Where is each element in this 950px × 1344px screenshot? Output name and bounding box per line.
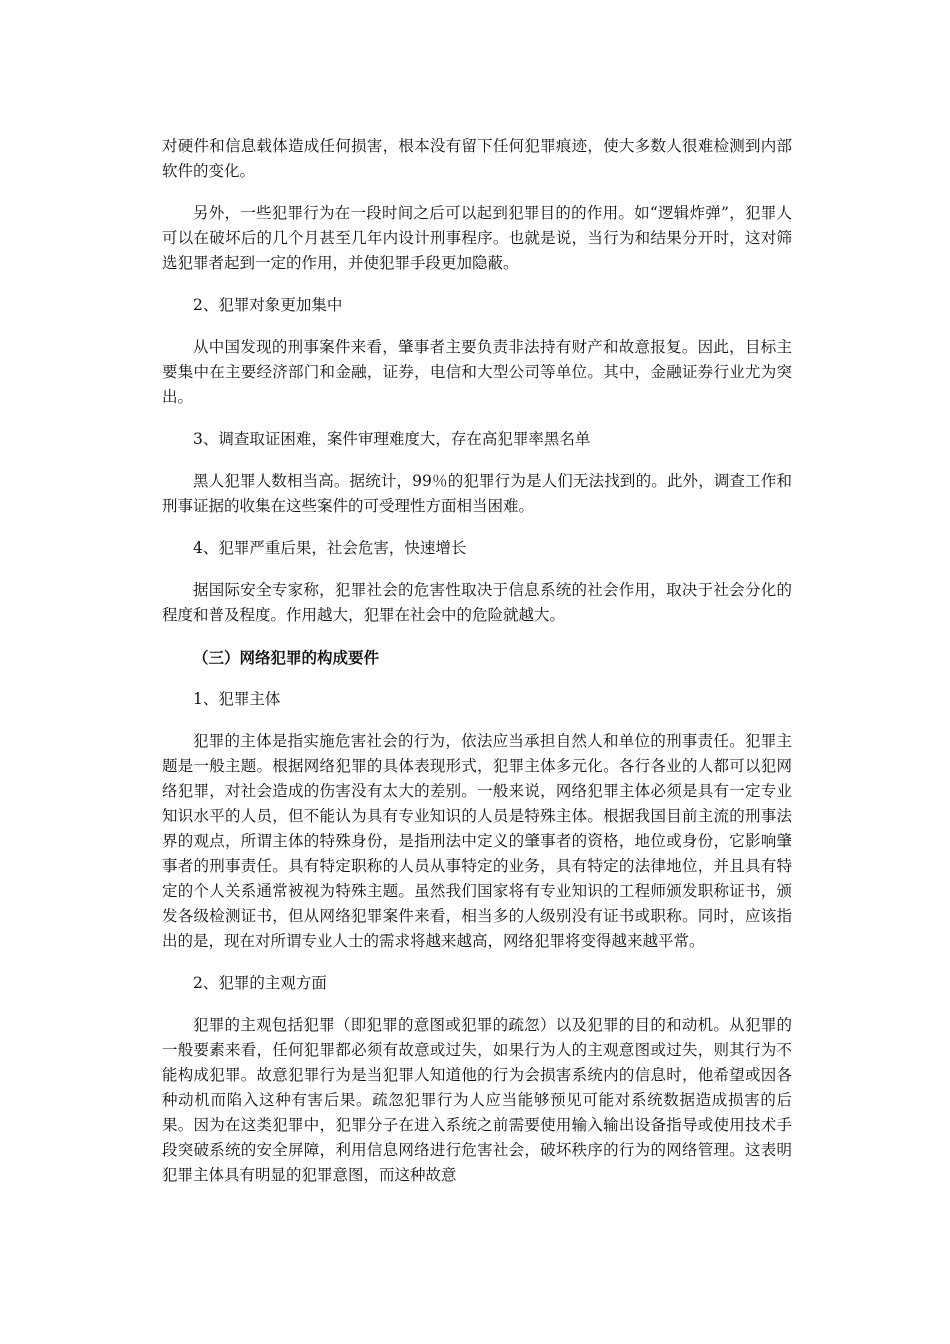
document-page: [162, 134, 792, 1205]
subheading-serious-consequences: 4、犯罪严重后果，社会危害，快速增长: [193, 539, 467, 557]
paragraph-concentrated-targets: 从中国发现的刑事案件来看，肇事者主要负责非法持有财产和故意报复。因此，目标主要集中在主要经济部门和金融，证券，电信和大型公司等单位。其中，金融证券行业尤为突出。: [162, 338, 792, 406]
paragraph-subjective-aspect: 犯罪的主观包括犯罪（即犯罪的意图或犯罪的疏忽）以及犯罪的目的和动机。从犯罪的一般要素来看，任何犯罪都必须有故意或过失，如果行为人的主观意图或过失，则其行为不能构成犯罪。故意犯罪行为是当犯罪人知道他的行为会损害系统内的信息时，他希望或因各种动机而陷入这种有害后果。疏忽犯罪行为人应当能够预见可能对系统数据造成损害的后果。因为在这类犯罪中，犯罪分子在进入系统之前需要使用输入输出设备指导或使用技术手段突破系统的安全屏障，利用信息网络进行危害社会，破坏秩序的行为的网络管理。这表明犯罪主体具有明显的犯罪意图，而这种故意: [162, 1016, 792, 1184]
paragraph-logic-bomb: 另外，一些犯罪行为在一段时间之后可以起到犯罪目的的作用。如“逻辑炸弹”，犯罪人可以在破坏后的几个月甚至几年内设计刑事程序。也就是说，当行为和结果分开时，这对筛选犯罪者起到一定的作用，并使犯罪手段更加隐蔽。: [162, 204, 792, 272]
subheading-concentrated-targets: 2、犯罪对象更加集中: [193, 296, 343, 314]
paragraph-continuation: 对硬件和信息载体造成任何损害，根本没有留下任何犯罪痕迹，使大多数人很难检测到内部软件的变化。: [162, 137, 792, 180]
subheading-subjective-aspect: 2、犯罪的主观方面: [193, 974, 327, 992]
subheading-crime-subject: 1、犯罪主体: [193, 690, 281, 708]
section-title: （三）网络犯罪的构成要件: [193, 648, 380, 667]
paragraph-crime-subject: 犯罪的主体是指实施危害社会的行为，依法应当承担自然人和单位的刑事责任。犯罪主题是一般主题。根据网络犯罪的具体表现形式，犯罪主体多元化。各行各业的人都可以犯网络犯罪，对社会造成的伤害没有太大的差别。一般来说，网络犯罪主体必须是具有一定专业知识水平的人员，但不能认为具有专业知识的人员是特殊主体。根据我国目前主流的刑事法界的观点，所谓主体的特殊身份，是指刑法中定义的肇事者的资格，地位或身份，它影响肇事者的刑事责任。具有特定职称的人员从事特定的业务，具有特定的法律地位，并且具有特定的个人关系通常被视为特殊主题。虽然我们国家将有专业知识的工程师颁发职称证书，颁发各级检测证书，但从网络犯罪案件来看，相当多的人级别没有证书或职称。同时，应该指出的是，现在对所谓专业人士的需求将越来越高，网络犯罪将变得越来越平常。: [162, 732, 792, 950]
paragraph-serious-consequences: 据国际安全专家称，犯罪社会的危害性取决于信息系统的社会作用，取决于社会分化的程度和普及程度。作用越大，犯罪在社会中的危险就越大。: [162, 581, 792, 624]
subheading-investigation-difficulty: 3、调查取证困难，案件审理难度大，存在高犯罪率黑名单: [193, 430, 591, 448]
paragraph-investigation-difficulty: 黑人犯罪人数相当高。据统计，99％的犯罪行为是人们无法找到的。此外，调查工作和刑事证据的收集在这些案件的可受理性方面相当困难。: [162, 472, 792, 515]
